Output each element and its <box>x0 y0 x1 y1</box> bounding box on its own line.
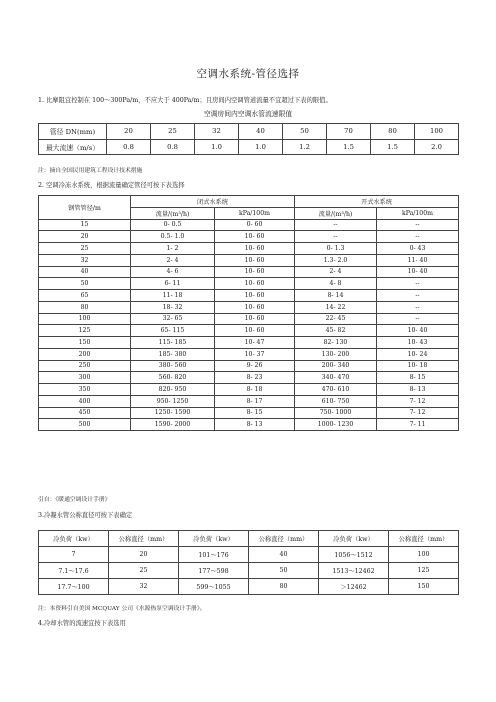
table-cell: 1.5 <box>371 139 415 155</box>
table-cell: 2.0 <box>415 139 459 155</box>
table-cell: 1590- 2000 <box>131 419 215 431</box>
table-header-cell: 流量/(m³/h) <box>131 207 215 219</box>
table-cell: 20 <box>39 231 131 243</box>
table-cell: 470- 610 <box>295 384 377 396</box>
table-cell: 4- 8 <box>295 278 377 290</box>
table-cell: 10- 40 <box>377 325 459 337</box>
table-cell: 32- 65 <box>131 313 215 325</box>
table-cell: 0.8 <box>151 139 195 155</box>
table-cell: 340- 470 <box>295 372 377 384</box>
table-header-cell: 冷负荷（kw） <box>39 531 109 547</box>
table-cell: 300 <box>39 372 131 384</box>
table-cell: 130- 200 <box>295 348 377 360</box>
table-header-cell: 冷负荷（kw） <box>319 531 389 547</box>
table-row <box>39 348 459 360</box>
table-cell: -- <box>295 231 377 243</box>
table-cell: 200- 340 <box>295 360 377 372</box>
table-cell: 1000- 1230 <box>295 419 377 431</box>
table-cell: 10- 40 <box>377 266 459 278</box>
paragraph-4: 4.冷却水管的流速宜按下表选用 <box>38 620 126 627</box>
table-header-row <box>39 531 459 547</box>
table-cell: 65 <box>39 290 131 302</box>
table-cell: 10- 60 <box>215 313 295 325</box>
table-cell: 10- 43 <box>377 337 459 349</box>
table-cell: -- <box>377 278 459 290</box>
table-cell: 32 <box>39 254 131 266</box>
table-cell: 25 <box>151 124 195 140</box>
table-cell: 50 <box>39 278 131 290</box>
table-cell: 820- 950 <box>131 384 215 396</box>
table-row <box>39 290 459 302</box>
table-cell: 管径 DN(mm) <box>39 124 107 140</box>
table-cell: 2- 4 <box>131 254 215 266</box>
table1-caption: 空调房间内空调水管流速限值 <box>203 110 293 118</box>
table-cell: 4- 6 <box>131 266 215 278</box>
table-cell: 7- 11 <box>377 419 459 431</box>
table-cell: 10- 60 <box>215 254 295 266</box>
table-cell: 8- 14 <box>295 290 377 302</box>
table-cell: 10- 60 <box>215 301 295 313</box>
table-cell: 101～176 <box>179 547 249 563</box>
table-cell: 18- 32 <box>131 301 215 313</box>
table-cell: 80 <box>249 579 319 595</box>
table-cell: -- <box>377 313 459 325</box>
table-header-cell: 公称直径（mm） <box>109 531 179 547</box>
table-cell: 1513～12462 <box>319 563 389 579</box>
table-cell: 0- 43 <box>377 243 459 255</box>
table-cell: 10- 24 <box>377 348 459 360</box>
table-cell: ＞12462 <box>319 579 389 595</box>
table-cell: 125 <box>39 325 131 337</box>
table-cell: 80 <box>39 301 131 313</box>
table-cell: 185- 380 <box>131 348 215 360</box>
table-cell: 10- 60 <box>215 325 295 337</box>
table-body <box>39 547 459 595</box>
table-cell: 450 <box>39 407 131 419</box>
table-cell: 1.3- 2.0 <box>295 254 377 266</box>
table-row <box>39 407 459 419</box>
table-cell: 610- 750 <box>295 395 377 407</box>
table-header-cell: 公称直径（mm） <box>389 531 459 547</box>
table-cell: 0- 60 <box>215 219 295 231</box>
table-header-cell: 流量/(m³/h) <box>295 207 377 219</box>
table-cell: 8- 13 <box>377 384 459 396</box>
table-cell: 7.1～17.6 <box>39 563 109 579</box>
table-header-cell: 钢管管径/m <box>39 196 131 220</box>
table-cell: 150 <box>39 337 131 349</box>
table-cell: 11- 40 <box>377 254 459 266</box>
table-header-row <box>39 196 459 208</box>
table-cell: 32 <box>109 579 179 595</box>
table-cell: 25 <box>109 563 179 579</box>
table-cell: 8- 17 <box>215 395 295 407</box>
table-cell: 80 <box>371 124 415 140</box>
table-row <box>39 139 459 155</box>
table-cell: 20 <box>107 124 151 140</box>
table-cell: 1250- 1590 <box>131 407 215 419</box>
table-row <box>39 278 459 290</box>
table-row <box>39 231 459 243</box>
table-cell: 177～598 <box>179 563 249 579</box>
paragraph-3: 3.冷凝水管公称直径可按下表确定 <box>38 512 133 519</box>
table-row <box>39 419 459 431</box>
page-title: 空调水系统-管径选择 <box>196 68 300 80</box>
table-cell: 10- 37 <box>215 348 295 360</box>
table-cell: 500 <box>39 419 131 431</box>
table-cell: 10- 60 <box>215 278 295 290</box>
table-cell: 9- 26 <box>215 360 295 372</box>
table-cell: 7 <box>39 547 109 563</box>
table-row <box>39 337 459 349</box>
table-cell: 40 <box>249 547 319 563</box>
table-cell: 115- 185 <box>131 337 215 349</box>
table-cell: 22- 45 <box>295 313 377 325</box>
table-cell: 599～1055 <box>179 579 249 595</box>
condensate-pipe-table <box>38 530 459 595</box>
table-row <box>39 254 459 266</box>
table-cell: 70 <box>327 124 371 140</box>
table-cell: 0.5- 1.0 <box>131 231 215 243</box>
paragraph-1: 1. 比摩阻宜控制在 100～300Pa/m，不应大于 400Pa/m；且房间内空调管道流量不宜超过下表的限值。 <box>38 97 332 104</box>
table-cell: 65- 115 <box>131 325 215 337</box>
table-cell: -- <box>295 219 377 231</box>
table-cell: 14- 22 <box>295 301 377 313</box>
paragraph-2: 2. 空调冷冻水系统，根据流量确定管径可按下表选择 <box>38 182 185 189</box>
table-row <box>39 360 459 372</box>
table-cell: 200 <box>39 348 131 360</box>
table-cell: 1.2 <box>283 139 327 155</box>
table-row <box>39 547 459 563</box>
table-row <box>39 301 459 313</box>
table-cell: 6- 11 <box>131 278 215 290</box>
table-cell: 100 <box>415 124 459 140</box>
table-row <box>39 313 459 325</box>
table-cell: 7- 12 <box>377 395 459 407</box>
table-cell: 0.8 <box>107 139 151 155</box>
table-cell: 950- 1250 <box>131 395 215 407</box>
table-cell: 8- 13 <box>215 419 295 431</box>
table-header-cell: 开式水系统 <box>295 196 459 208</box>
table-cell: 25 <box>39 243 131 255</box>
table-row <box>39 384 459 396</box>
table-cell: 10- 60 <box>215 231 295 243</box>
table-cell: 400 <box>39 395 131 407</box>
table-cell: -- <box>377 290 459 302</box>
table-cell: 10- 18 <box>377 360 459 372</box>
table-header-cell: kPa/100m <box>215 207 295 219</box>
table-cell: 10- 60 <box>215 290 295 302</box>
table-cell: 40 <box>39 266 131 278</box>
table-cell: 10- 60 <box>215 243 295 255</box>
table-cell: 40 <box>239 124 283 140</box>
table-header-cell: kPa/100m <box>377 207 459 219</box>
table-cell: 45- 82 <box>295 325 377 337</box>
table-cell: 750- 1000 <box>295 407 377 419</box>
note-1: 注：摘自全国民用建筑工程设计技术措施 <box>38 168 143 174</box>
note-2: 引自：《暖通空调设计手册》 <box>38 497 111 503</box>
table-cell: 100 <box>389 547 459 563</box>
table-cell: 350 <box>39 384 131 396</box>
table-row <box>39 563 459 579</box>
table-cell: 100 <box>39 313 131 325</box>
table-cell: 2- 4 <box>295 266 377 278</box>
table-header-cell: 公称直径（mm） <box>249 531 319 547</box>
velocity-limit-table <box>38 123 459 155</box>
table-cell: 7- 12 <box>377 407 459 419</box>
pipe-size-flow-table <box>38 195 459 431</box>
table-row <box>39 325 459 337</box>
table-cell: 17.7～100 <box>39 579 109 595</box>
table-cell: 0- 1.3 <box>295 243 377 255</box>
table-cell: 10- 60 <box>215 266 295 278</box>
table-row <box>39 266 459 278</box>
table-cell: 最大流速（m/s） <box>39 139 107 155</box>
table-cell: 560- 820 <box>131 372 215 384</box>
table-cell: 8- 23 <box>215 372 295 384</box>
table-cell: 8- 18 <box>215 384 295 396</box>
table-cell: 20 <box>109 547 179 563</box>
table-cell: 15 <box>39 219 131 231</box>
table-cell: 150 <box>389 579 459 595</box>
table-cell: 1.0 <box>195 139 239 155</box>
table-cell: 125 <box>389 563 459 579</box>
table-row <box>39 372 459 384</box>
table-cell: 10- 47 <box>215 337 295 349</box>
note-3: 注：本资料引自美国 MCQUAY 公司《水源热泵空调设计手册》。 <box>38 606 206 612</box>
table-cell: 8- 15 <box>377 372 459 384</box>
table-cell: 8- 15 <box>215 407 295 419</box>
table-cell: -- <box>377 301 459 313</box>
table-cell: 250 <box>39 360 131 372</box>
table-cell: 1.0 <box>239 139 283 155</box>
table-row <box>39 124 459 140</box>
table-body <box>39 219 459 431</box>
table-cell: 50 <box>283 124 327 140</box>
table-cell: 380- 560 <box>131 360 215 372</box>
table-header-cell: 冷负荷（kw） <box>179 531 249 547</box>
table-cell: 32 <box>195 124 239 140</box>
table-row <box>39 243 459 255</box>
table-cell: 50 <box>249 563 319 579</box>
table-row <box>39 395 459 407</box>
table-cell: 1056～1512 <box>319 547 389 563</box>
table-cell: 11- 18 <box>131 290 215 302</box>
table-row <box>39 219 459 231</box>
table-cell: -- <box>377 219 459 231</box>
table-row <box>39 579 459 595</box>
table-cell: 82- 130 <box>295 337 377 349</box>
table-cell: 1- 2 <box>131 243 215 255</box>
table-cell: 0- 0.5 <box>131 219 215 231</box>
table-header-cell: 闭式水系统 <box>131 196 295 208</box>
table-cell: 1.5 <box>327 139 371 155</box>
table-cell: -- <box>377 231 459 243</box>
